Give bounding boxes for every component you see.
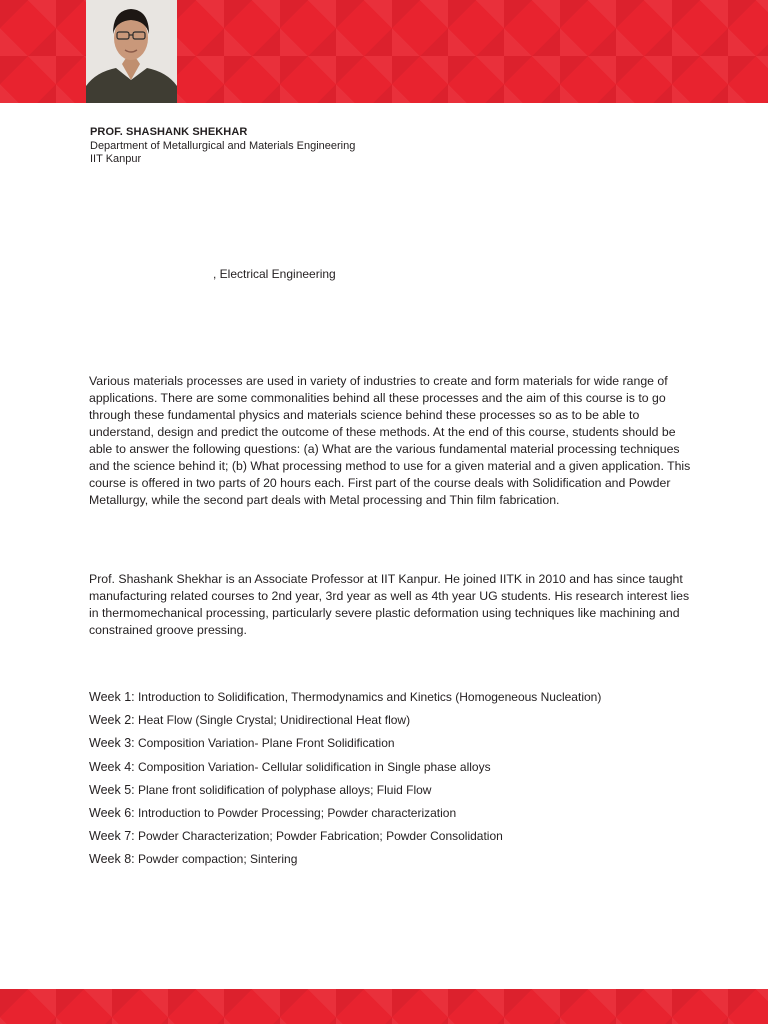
week-label: Week 3: xyxy=(89,736,135,751)
week-row xyxy=(89,735,699,758)
week-label: Week 4: xyxy=(89,759,135,774)
week-row xyxy=(89,782,699,805)
week-topic: Heat Flow (Single Crystal; Unidirectional Heat flow) xyxy=(137,713,411,728)
week-label: Week 8: xyxy=(89,852,135,867)
week-topic: Introduction to Powder Processing; Powder characterization xyxy=(137,805,457,820)
week-label: Week 1: xyxy=(89,690,135,704)
week-row xyxy=(89,689,699,712)
week-row xyxy=(89,712,699,735)
instructor-portrait-image xyxy=(86,0,177,103)
week-label: Week 6: xyxy=(89,805,135,820)
coordinating-department: , Electrical Engineering xyxy=(213,267,336,281)
week-row xyxy=(89,851,699,874)
week-row xyxy=(89,759,699,782)
instructor-institute: IIT Kanpur xyxy=(90,153,142,165)
week-row xyxy=(89,828,699,851)
week-topic: Powder Characterization; Powder Fabrication; Powder Consolidation xyxy=(137,829,503,844)
week-topic: Composition Variation- Plane Front Solidification xyxy=(137,736,395,751)
course-description: Various materials processes are used in variety of industries to create and form materials for wide range of applications. There are some commonalities behind all these processes and the aim of this course is to go through these fundamental physics and materials science behind these processes so as to be able to understand, design and predict the outcome of these methods. At the end of this course, students should be able to answer the following questions: (a) What are the various fundamental material processing techniques and the science behind it; (b) What processing method to use for a given material and a given application. This course is offered in two parts of 20 hours each. First part of the course deals with Solidification and Powder Metallurgy, while the second part deals with Metal processing and Thin film fabrication. xyxy=(89,374,691,507)
footer-banner xyxy=(0,989,768,1024)
week-label: Week 5: xyxy=(89,782,135,797)
instructor-name: PROF. SHASHANK SHEKHAR xyxy=(90,126,248,138)
week-topic: Plane front solidification of polyphase alloys; Fluid Flow xyxy=(137,782,432,797)
instructor-bio: Prof. Shashank Shekhar is an Associate Professor at IIT Kanpur. He joined IITK in 2010 and has since taught manufacturing related courses to 2nd year, 3rd year as well as 4th year UG students. His research interest lies in thermomechanical processing, particularly severe plastic deformation using techniques like machining and constrained groove pressing. xyxy=(89,572,690,637)
week-row xyxy=(89,805,699,828)
instructor-photo xyxy=(86,0,177,103)
week-topic: Composition Variation- Cellular solidification in Single phase alloys xyxy=(137,759,491,774)
week-label: Week 2: xyxy=(89,713,135,728)
week-label: Week 7: xyxy=(89,829,135,844)
instructor-department: Department of Metallurgical and Materials Engineering xyxy=(90,140,356,152)
course-layout xyxy=(89,689,699,875)
week-topic: Powder compaction; Sintering xyxy=(137,852,298,867)
week-topic: Introduction to Solidification, Thermodynamics and Kinetics (Homogeneous Nucleation) xyxy=(137,690,602,704)
